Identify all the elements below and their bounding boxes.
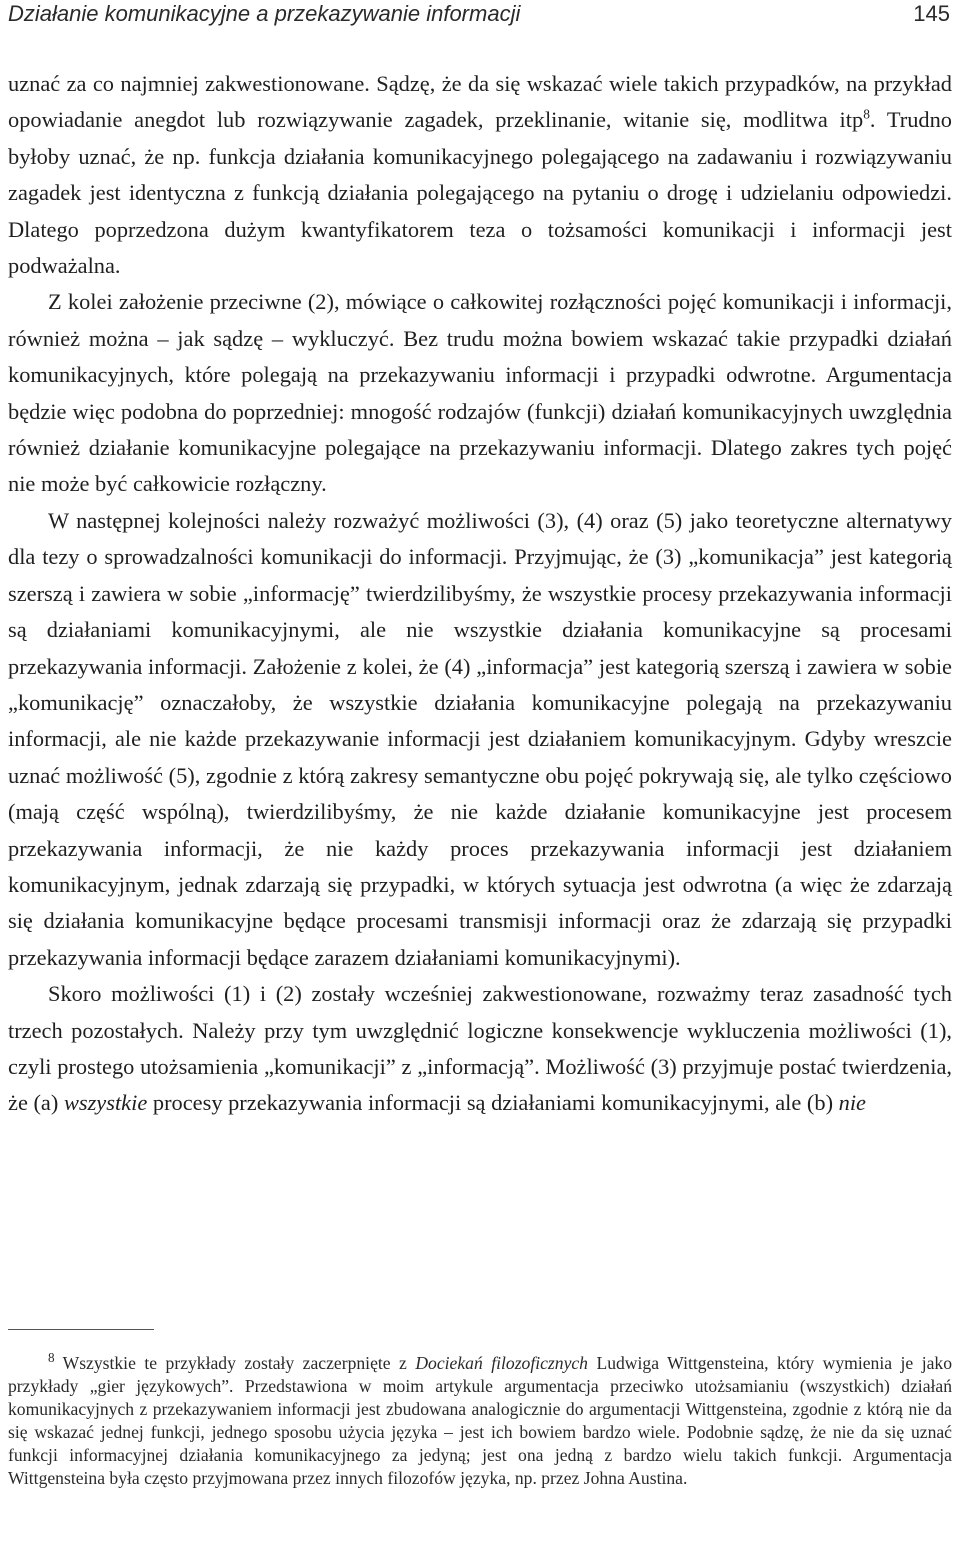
footnotes bbox=[8, 1352, 952, 1491]
paragraph-1-text-a: uznać za co najmniej zakwestionowane. Sądzę, że da się wskazać wiele takich przypadków, na przykład opowiadanie anegdot lub rozwiązywanie zagadek, przeklinanie, witanie się, modlitwa itp bbox=[8, 71, 952, 133]
footnote-text-b: Ludwiga Wittgensteina, który wymienia je jako przykłady „gier językowych”. Przedstawiona w moim artykule argumentacja przeciwko utożsamianiu (wszystkich) działań komunikacyjnych z przekazywaniem informacji jest zbudowana analogicznie do argumentacji Wittgensteina, zgodnie z którą nie da się wskazać jednej funkcji, jednego sposobu użycia języka – jest ich bowiem bardzo wiele. Podobnie sądzę, że nie da się uznać funkcji informacyjnej działania komunikacyjnego za jedyną; jest ona jedną z bardzo wielu takich funkcji. Argumentacja Wittgensteina była często przyjmowana przez innych filozofów języka, np. przez Johna Austina. bbox=[8, 1353, 952, 1489]
paragraph-1 bbox=[8, 66, 952, 284]
paragraph-4-emphasis-2: nie bbox=[838, 1090, 866, 1116]
paragraph-4-text-b: procesy przekazywania informacji są działaniami komunikacyjnymi, ale (b) bbox=[147, 1090, 839, 1116]
footnote-separator bbox=[8, 1329, 154, 1330]
running-title: Działanie komunikacyjne a przekazywanie informacji bbox=[8, 1, 521, 26]
footnote-8 bbox=[8, 1352, 952, 1491]
footnote-text-a: Wszystkie te przykłady zostały zaczerpnięte z bbox=[62, 1353, 416, 1373]
paragraph-4-emphasis-1: wszystkie bbox=[63, 1090, 148, 1116]
paragraph-1-text-b: . Trudno byłoby uznać, że np. funkcja działania komunikacyjnego polegającego na zadawaniu i rozwiązywaniu zagadek jest identyczna z funkcją działania polegającego na pytaniu o drogę i udzielaniu odpowiedzi. Dlatego poprzedzona dużym kwantyfikatorem teza o tożsamości komunikacji i informacji jest podważalna. bbox=[8, 107, 953, 279]
footnote-reference: 8 bbox=[863, 106, 870, 122]
main-text bbox=[8, 66, 952, 1122]
footnote-book-title: Dociekań filozoficznych bbox=[415, 1353, 588, 1373]
page-number: 145 bbox=[913, 1, 950, 26]
paragraph-2: Z kolei założenie przeciwne (2), mówiące o całkowitej rozłączności pojęć komunikacji i informacji, również można – jak sądzę – wykluczyć. Bez trudu można bowiem wskazać takie przypadki działań komunikacyjnych, które polegają na przekazywaniu informacji i przypadki odwrotne. Argumentacja będzie więc podobna do poprzedniej: mnogość rodzajów (funkcji) działań komunikacyjnych uwzględnia również działanie komunikacyjne polegające na przekazywaniu informacji. Dlatego zakres tych pojęć nie może być całkowicie rozłączny. bbox=[8, 289, 952, 497]
footnote-number: 8 bbox=[48, 1350, 55, 1366]
paragraph-3: W następnej kolejności należy rozważyć możliwości (3), (4) oraz (5) jako teoretyczne alternatywy dla tezy o sprowadzalności komunikacji do informacji. Przyjmując, że (3) „komunikacja” jest kategorią szerszą i zawiera w sobie „informację” twierdzilibyśmy, że wszystkie procesy przekazywania informacji są działaniami komunikacyjnymi, ale nie wszystkie działania komunikacyjne są procesami przekazywania informacji. Założenie z kolei, że (4) „informacja” jest kategorią szerszą i zawiera w sobie „komunikację” oznaczałoby, że wszystkie działania komunikacyjne polegają na przekazywaniu informacji, ale nie każde przekazywanie informacji jest działaniem komunikacyjnym. Gdyby wreszcie uznać możliwość (5), zgodnie z którą zakresy semantyczne obu pojęć pokrywają się, ale tylko częściowo (mają część wspólną), twierdzilibyśmy, że nie każde działanie komunikacyjne jest procesem przekazywania informacji, że nie każdy proces przekazywania informacji jest działaniem komunikacyjnym, jednak zdarzają się przypadki, w których sytuacja jest odwrotna (a więc że zdarzają się działania komunikacyjne będące procesami transmisji informacji oraz że zdarzają się przypadki przekazywania informacji będące zarazem działaniami komunikacyjnymi). bbox=[8, 507, 952, 970]
paragraph-4-text-a: Skoro możliwości (1) i (2) zostały wcześniej zakwestionowane, rozważmy teraz zasadność tych trzech pozostałych. Należy przy tym uwzględnić logiczne konsekwencje wykluczenia możliwości (1), czyli prostego utożsamienia „komunikacji” z „informacją”. Możliwość (3) przyjmuje postać twierdzenia, że (a) bbox=[8, 981, 952, 1116]
page-header bbox=[8, 0, 952, 28]
paragraph-4 bbox=[8, 976, 952, 1122]
